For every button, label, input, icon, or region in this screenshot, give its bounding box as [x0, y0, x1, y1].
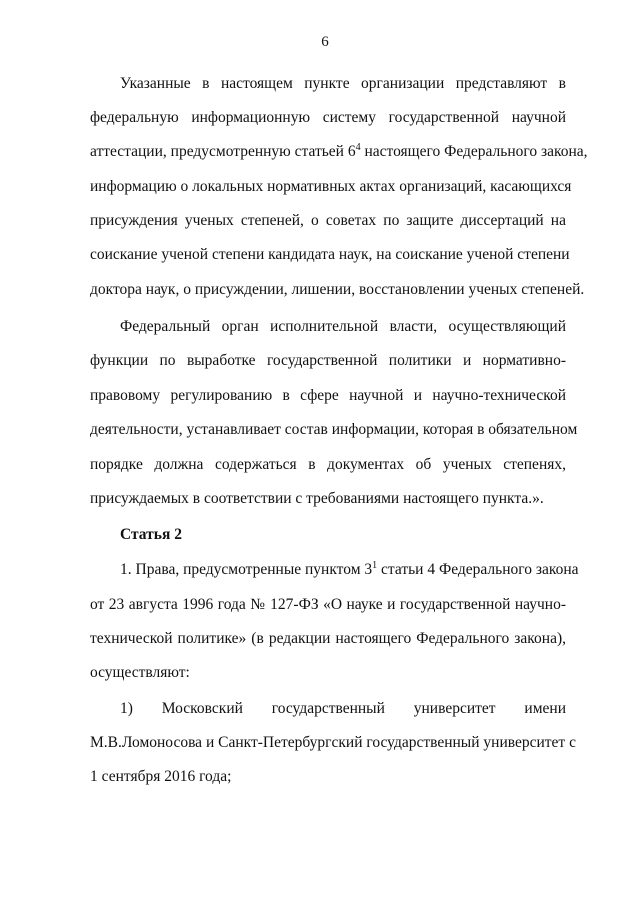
- paragraph-3-line-2: от 23 августа 1996 года № 127-ФЗ «О науке и государственной научно-: [90, 596, 566, 613]
- paragraph-1-line-6: соискание ученой степени кандидата наук, на соискание ученой степени: [90, 246, 570, 263]
- paragraph-2-line-2: функции по выработке государственной политики и нормативно-: [90, 352, 566, 369]
- paragraph-1-line-3-text-a: аттестации, предусмотренную статьей 6: [90, 143, 356, 160]
- paragraph-2-line-1: Федеральный орган исполнительной власти, осуществляющий: [120, 318, 566, 335]
- page-number: 6: [321, 34, 329, 50]
- paragraph-1-line-3-text-b: настоящего Федерального закона,: [360, 143, 588, 160]
- paragraph-2-line-3: правовому регулированию в сфере научной и научно-технической: [90, 387, 566, 404]
- paragraph-3-line-1-text-a: 1. Права, предусмотренные пунктом 3: [120, 561, 373, 578]
- paragraph-1-line-7: доктора наук, о присуждении, лишении, восстановлении ученых степеней.: [90, 281, 585, 298]
- paragraph-4-line-3: 1 сентября 2016 года;: [90, 768, 232, 785]
- paragraph-1-line-5: присуждения ученых степеней, о советах по защите диссертаций на: [90, 212, 566, 229]
- paragraph-2-line-4: деятельности, устанавливает состав информации, которая в обязательном: [90, 421, 578, 438]
- article-heading: Статья 2: [120, 526, 182, 543]
- superscript-1: 1: [372, 560, 378, 571]
- paragraph-1-line-2: федеральную информационную систему государственной научной: [90, 109, 566, 126]
- paragraph-1-line-1: Указанные в настоящем пункте организации представляют в: [120, 75, 566, 92]
- paragraph-4-line-2: М.В.Ломоносова и Санкт-Петербургский государственный университет с: [90, 734, 576, 751]
- paragraph-3-line-3: технической политике» (в редакции настоящего Федерального закона),: [90, 630, 566, 647]
- paragraph-4-line-1: 1) Московский государственный университет имени: [120, 700, 566, 717]
- paragraph-2-line-6: присуждаемых в соответствии с требованиями настоящего пункта.».: [90, 490, 544, 507]
- paragraph-3-line-1-text-b: статьи 4 Федерального закона: [377, 561, 579, 578]
- paragraph-3-line-4: осуществляют:: [90, 664, 190, 681]
- paragraph-2-line-5: порядке должна содержаться в документах об ученых степенях,: [90, 456, 566, 473]
- paragraph-3-line-1: [120, 560, 579, 580]
- superscript-4: 4: [355, 142, 361, 153]
- paragraph-1-line-3: [90, 142, 588, 162]
- paragraph-1-line-4: информацию о локальных нормативных актах организаций, касающихся: [90, 178, 572, 195]
